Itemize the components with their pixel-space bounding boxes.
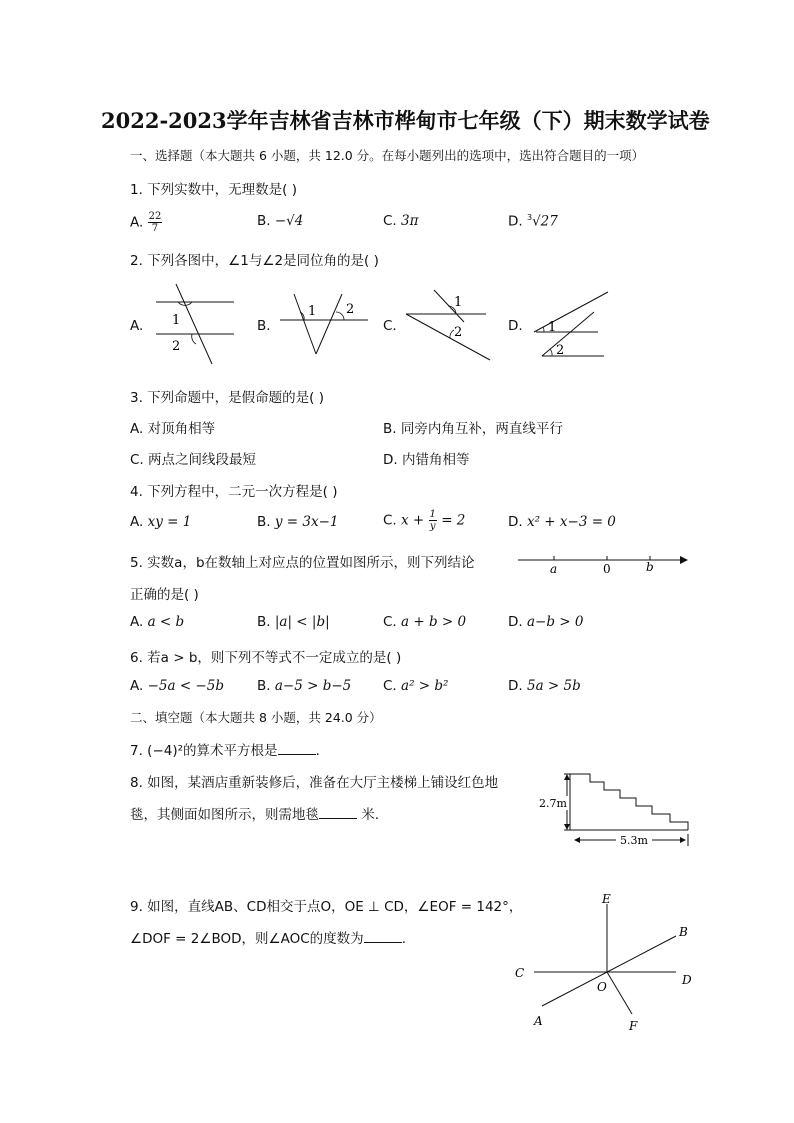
question-1-stem: 1. 下列实数中，无理数是( ) [130, 182, 297, 198]
intersecting-lines-figure [508, 890, 698, 1036]
question-1-option-b: B. −√4 [257, 213, 304, 229]
label-b: B [679, 925, 688, 939]
question-2-option-a-label: A. [130, 318, 144, 334]
figure-2b-angle-1: 1 [308, 304, 317, 319]
fraction: $\frac{22}{7}$ [148, 211, 162, 234]
question-2-option-b-label: B. [257, 318, 271, 334]
question-4-option-b: B. y = 3x−1 [257, 514, 339, 530]
arrow-down-icon [564, 824, 570, 830]
question-1-option-d: D. $^3$√27 [508, 213, 558, 230]
section-heading-fill: 二、填空题（本大题共 8 小题，共 24.0 分） [130, 710, 382, 725]
number-line-label-b: b [646, 560, 654, 574]
question-6-option-a: A. −5a < −5b [130, 678, 224, 694]
figure-2c [404, 286, 494, 364]
question-8-line-1: 8. 如图，某酒店重新装修后，准备在大厅主楼梯上铺设红色地 [130, 775, 499, 791]
label-a: A [534, 1014, 543, 1028]
label-c: C [515, 966, 525, 980]
question-8-line-2: 毯，其侧面如图所示，则需地毯 米. [130, 807, 380, 823]
fraction: $\frac{1}{y}$ [429, 509, 436, 532]
question-3-option-d: D. 内错角相等 [383, 452, 470, 468]
question-5-option-d: D. a−b > 0 [508, 614, 584, 630]
question-5-option-b: B. |a| < |b| [257, 614, 330, 630]
figure-2c-angle-1: 1 [454, 295, 463, 310]
question-5-option-a: A. a < b [130, 614, 185, 630]
question-2-option-d-label: D. [508, 318, 523, 334]
answer-blank [278, 742, 316, 755]
question-9-line-1: 9. 如图，直线AB、CD相交于点O，OE ⊥ CD，∠EOF = 142°， [130, 899, 523, 915]
question-3-option-a: A. 对顶角相等 [130, 421, 216, 437]
answer-blank [364, 930, 402, 943]
figure-2d-angle-1: 1 [548, 320, 557, 335]
figure-2d [532, 290, 612, 360]
number-line-figure [516, 550, 692, 578]
question-6-option-d: D. 5a > 5b [508, 678, 581, 694]
label-o: O [597, 980, 607, 994]
stairs-figure [536, 770, 692, 848]
question-1-option-c: C. 3π [383, 213, 419, 229]
figure-2a [150, 282, 240, 366]
figure-2b-angle-2: 2 [346, 302, 355, 317]
question-3-stem: 3. 下列命题中，是假命题的是( ) [130, 390, 324, 406]
question-6-option-b: B. a−5 > b−5 [257, 678, 352, 694]
question-4-option-d: D. x² + x−3 = 0 [508, 514, 616, 530]
figure-2d-angle-2: 2 [556, 343, 565, 358]
figure-2a-angle-1: 1 [172, 313, 181, 328]
question-3-option-c: C. 两点之间线段最短 [130, 452, 257, 468]
page-title: 2022-2023学年吉林省吉林市桦甸市七年级（下）期末数学试卷 [101, 108, 710, 133]
question-4-stem: 4. 下列方程中，二元一次方程是( ) [130, 484, 338, 500]
question-4-option-c: C. x + $\frac{1}{y}$ = 2 [383, 509, 466, 532]
number-line-label-a: a [550, 562, 558, 576]
arrow-right-icon [680, 556, 688, 564]
figure-2b [276, 288, 372, 358]
figure-2c-angle-2: 2 [454, 325, 463, 340]
question-6-option-c: C. a² > b² [383, 678, 449, 694]
question-6-stem: 6. 若a > b，则下列不等式不一定成立的是( ) [130, 650, 402, 666]
question-5-stem-line-1: 5. 实数a，b在数轴上对应点的位置如图所示，则下列结论 [130, 555, 475, 571]
stairs-width-label: 5.3m [620, 834, 648, 847]
question-1-option-a: A. $\frac{22}{7}$ [130, 211, 162, 234]
figure-2a-angle-2: 2 [172, 339, 181, 354]
answer-blank [319, 806, 357, 819]
question-9-line-2: ∠DOF = 2∠BOD，则∠AOC的度数为 . [130, 931, 406, 947]
question-3-option-b: B. 同旁内角互补，两直线平行 [383, 421, 563, 437]
label-e: E [602, 892, 611, 906]
section-heading-choice: 一、选择题（本大题共 6 小题，共 12.0 分。在每小题列出的选项中，选出符合题目的一项） [130, 148, 645, 163]
label-d: D [682, 973, 692, 987]
question-7: 7. (−4)²的算术平方根是 . [130, 743, 320, 759]
question-5-stem-line-2: 正确的是( ) [130, 587, 199, 603]
question-4-option-a: A. xy = 1 [130, 514, 192, 530]
arrow-right-icon [680, 837, 686, 843]
arrow-left-icon [574, 837, 580, 843]
number-line-label-0: 0 [603, 562, 611, 576]
arrow-up-icon [564, 774, 570, 780]
label-f: F [629, 1019, 638, 1033]
question-2-option-c-label: C. [383, 318, 397, 334]
question-2-stem: 2. 下列各图中，∠1与∠2是同位角的是( ) [130, 253, 379, 269]
stairs-height-label: 2.7m [539, 797, 567, 810]
question-5-option-c: C. a + b > 0 [383, 614, 467, 630]
